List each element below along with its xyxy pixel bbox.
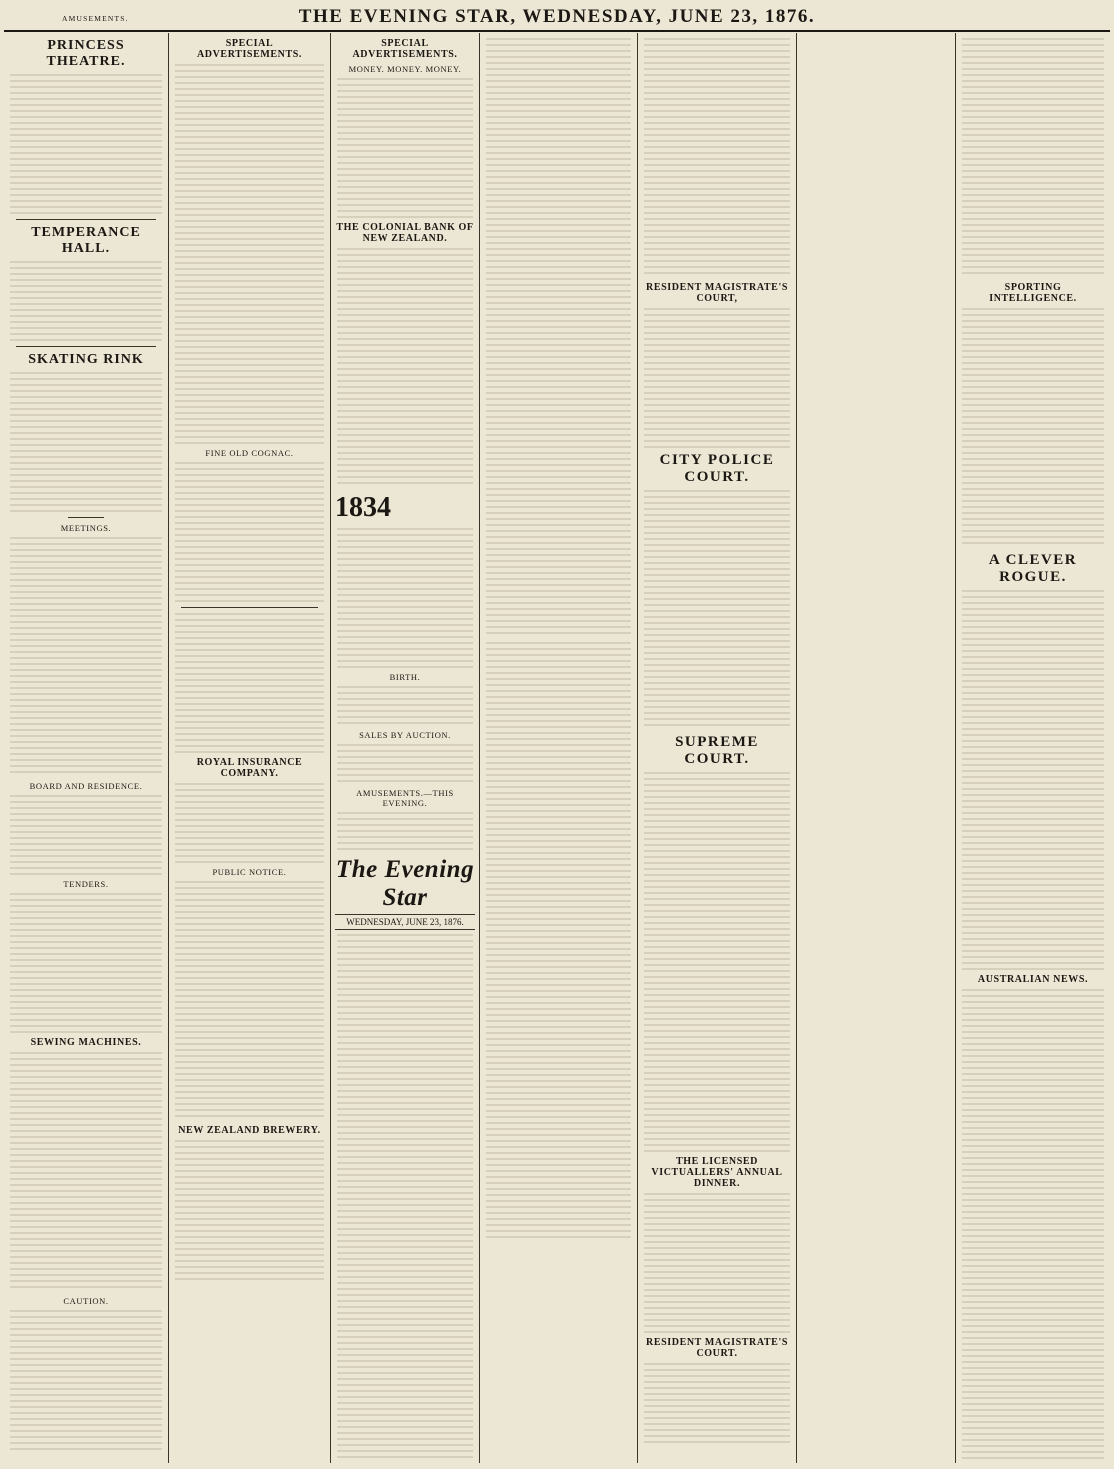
text-block <box>10 795 162 875</box>
heading-tenders: TENDERS. <box>63 879 109 889</box>
column-rule <box>796 33 797 1463</box>
divider <box>181 607 318 608</box>
column-3 <box>331 34 479 1462</box>
column-1 <box>4 34 168 1462</box>
text-block <box>175 462 324 602</box>
text-block <box>486 38 631 638</box>
text-block <box>644 1363 790 1443</box>
text-block <box>644 38 790 278</box>
divider <box>68 517 104 518</box>
text-block <box>337 744 473 784</box>
newspaper-date: WEDNESDAY, JUNE 23, 1876. <box>335 914 475 930</box>
heading-royal-insurance: ROYAL INSURANCE COMPANY. <box>196 757 303 779</box>
heading-money: MONEY. MONEY. MONEY. <box>348 64 462 74</box>
heading-birth: BIRTH. <box>389 672 421 682</box>
text-block <box>10 372 162 512</box>
text-block <box>644 308 790 448</box>
text-block <box>644 490 790 730</box>
heading-resident-magistrates-court-2: RESIDENT MAGISTRATE'S COURT. <box>646 1337 788 1359</box>
text-block <box>175 64 324 444</box>
heading-new-zealand-brewery: NEW ZEALAND BREWERY. <box>178 1125 321 1136</box>
heading-colonial-bank: THE COLONIAL BANK OF NEW ZEALAND. <box>336 222 474 244</box>
heading-princess-theatre: PRINCESS THEATRE. <box>46 38 126 69</box>
heading-sporting-intelligence: SPORTING INTELLIGENCE. <box>989 282 1077 304</box>
amusements-label: AMUSEMENTS. <box>62 14 129 23</box>
text-block <box>962 308 1104 548</box>
heading-clever-rogue: A CLEVER ROGUE. <box>988 552 1078 585</box>
text-block <box>962 590 1104 970</box>
column-2 <box>169 34 330 1462</box>
newspaper-title: The Evening Star <box>335 856 475 911</box>
text-block <box>337 248 473 488</box>
heading-amusements-evening: AMUSEMENTS.—THIS EVENING. <box>356 788 454 808</box>
heading-board-residence: BOARD AND RESIDENCE. <box>29 781 143 791</box>
masthead: THE EVENING STAR, WEDNESDAY, JUNE 23, 1876. <box>298 6 816 27</box>
text-block <box>175 1140 324 1280</box>
heading-licensed-victuallers-dinner: THE LICENSED VICTUALLERS' ANNUAL DINNER. <box>651 1156 783 1189</box>
text-block <box>962 989 1104 1462</box>
text-block <box>337 686 473 726</box>
text-block <box>337 78 473 218</box>
text-block <box>486 642 631 1242</box>
text-block <box>644 1193 790 1333</box>
text-block <box>644 772 790 1152</box>
heading-special-advertisements-2: SPECIAL ADVERTISEMENTS. <box>352 38 458 60</box>
column-4 <box>480 34 637 1462</box>
text-block <box>337 812 473 852</box>
text-block <box>175 881 324 1121</box>
heading-city-police-court: CITY POLICE COURT. <box>659 452 775 485</box>
text-block <box>10 74 162 214</box>
leader-article <box>337 934 473 1462</box>
top-rule <box>4 30 1110 32</box>
heading-caution: CAUTION. <box>63 1296 109 1306</box>
column-5 <box>638 34 796 1462</box>
text-block <box>337 528 473 668</box>
vintage-figure: 1834 <box>335 492 391 523</box>
heading-temperance-hall: TEMPERANCE HALL. <box>31 225 141 256</box>
text-block <box>10 537 162 777</box>
heading-meetings: MEETINGS. <box>60 523 112 533</box>
heading-public-notice: PUBLIC NOTICE. <box>212 867 287 877</box>
heading-skating-rink: SKATING RINK <box>28 352 144 367</box>
divider <box>16 219 156 220</box>
heading-australian-news: AUSTRALIAN NEWS. <box>977 974 1089 985</box>
text-block <box>10 893 162 1033</box>
text-block <box>10 261 162 341</box>
column-6 <box>956 34 1110 1462</box>
divider <box>16 346 156 347</box>
heading-supreme-court: SUPREME COURT. <box>675 734 759 767</box>
heading-sales-by-auction: SALES BY AUCTION. <box>359 730 451 740</box>
heading-fine-old-cognac: FINE OLD COGNAC. <box>205 448 294 458</box>
text-block <box>175 783 324 863</box>
text-block <box>175 613 324 753</box>
heading-special-advertisements: SPECIAL ADVERTISEMENTS. <box>196 38 303 60</box>
text-block <box>10 1310 162 1450</box>
heading-resident-magistrates-court: RESIDENT MAGISTRATE'S COURT, <box>646 282 788 304</box>
text-block <box>962 38 1104 278</box>
text-block <box>10 1052 162 1292</box>
heading-sewing-machines: SEWING MACHINES. <box>30 1037 142 1048</box>
